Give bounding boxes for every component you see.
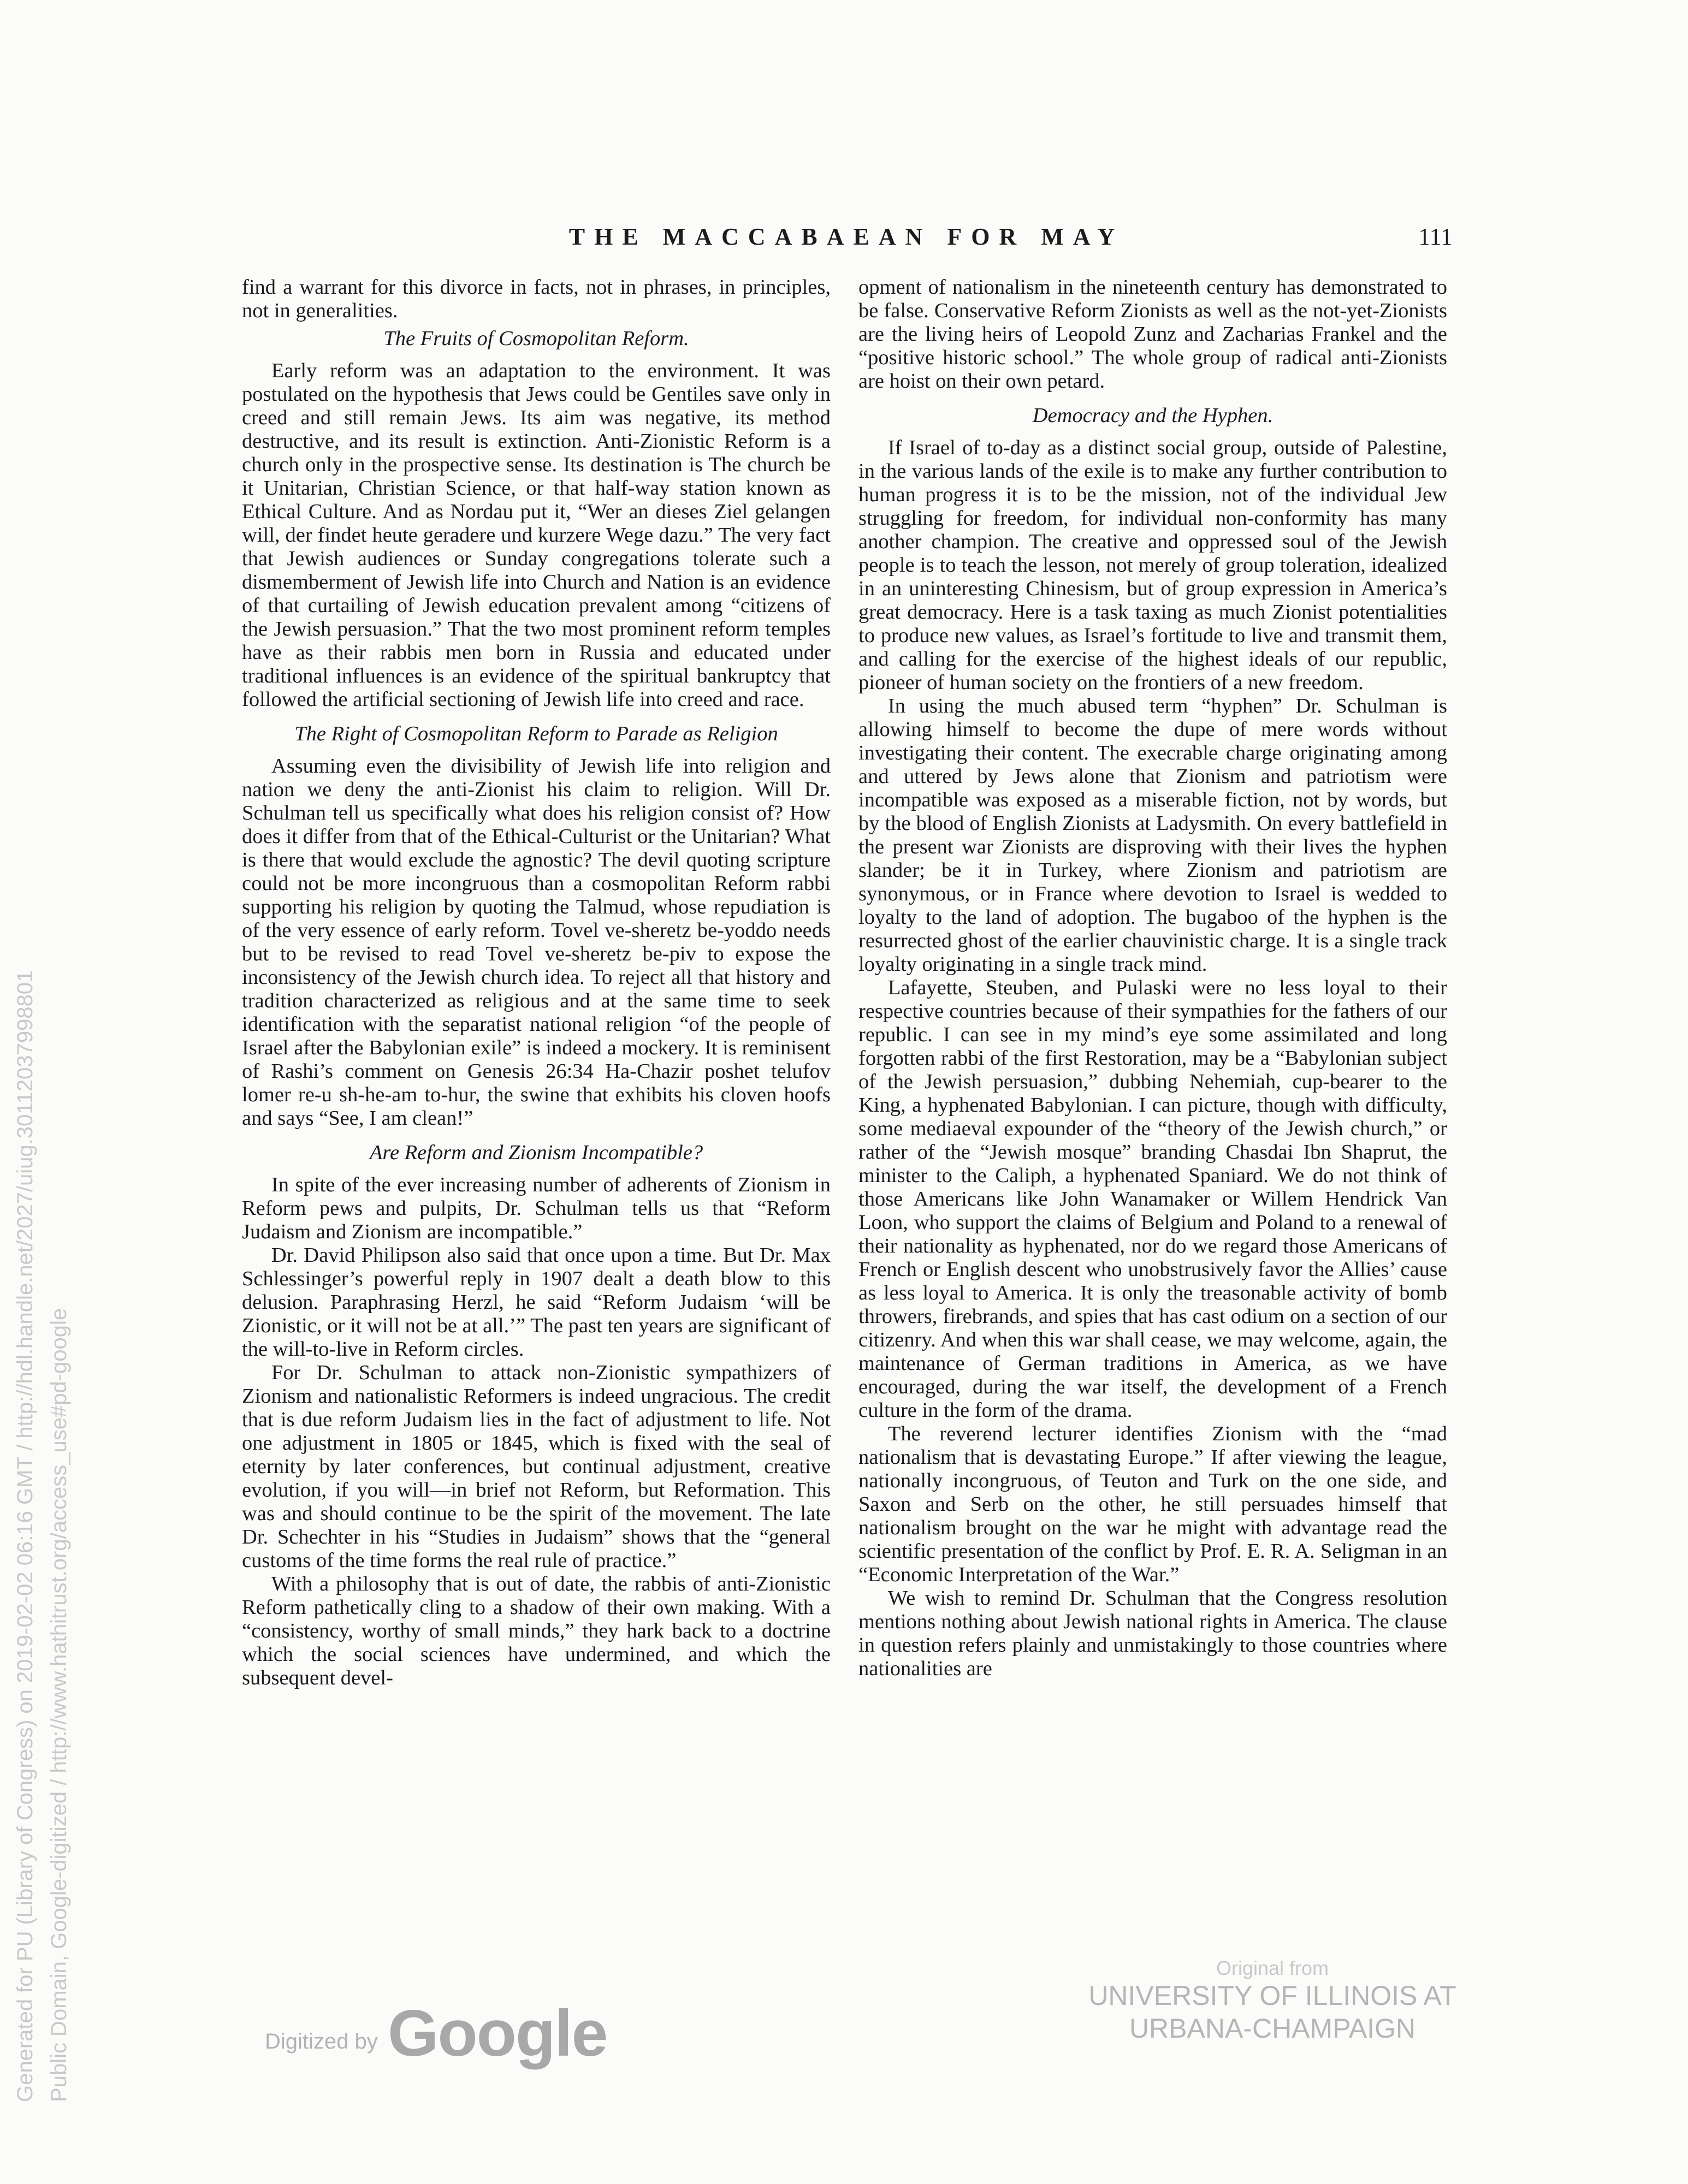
paragraph: With a philosophy that is out of date, the rabbis of anti-Zionistic Reform pathetically cling to a shadow of their own making. With a “consistency, worthy of small minds,” they hark back to a doctrine which the social sciences have undermined, and which the subsequent devel- <box>242 1572 831 1689</box>
paragraph: find a warrant for this divorce in facts, not in phrases, in principles, not in generalities. <box>242 276 831 322</box>
paragraph: Early reform was an adaptation to the environment. It was postulated on the hypothesis that Jews could be Gentiles save only in creed and still remain Jews. Its aim was negative, its method destructive, and its result is extinction. Anti-Zionistic Reform is a church only in the prospective sense. Its destination is The church be it Unitarian, Christian Science, or that half-way station known as Ethical Culture. And as Nordau put it, “Wer an dieses Ziel gelangen will, der findet heute geradere und kurzere Wege dazu.” The very fact that Jewish audiences or Sunday congregations tolerate such a dismemberment of Jewish life into Church and Nation is an evidence of that curtailing of Jewish education prevalent among “citizens of the Jewish persuasion.” That the two most prominent reform temples have as their rabbis men born in Russia and educated under traditional influences is an evidence of the spiritual bankruptcy that followed the artificial sectioning of Jewish life into creed and race. <box>242 359 831 711</box>
access-watermark <box>8 246 106 2102</box>
original-from-label: Original from <box>1216 1957 1329 1979</box>
paragraph: Lafayette, Steuben, and Pulaski were no less loyal to their respective countries because of their sympathies for the fathers of our republic. I can see in my mind’s eye some assimilated and long forgotten rabbi of the first Restoration, may be a “Babylonian subject of the Jewish persuasion,” dubbing Nehemiah, cup-bearer to the King, a hyphenated Babylonian. I can picture, though with difficulty, some mediaeval expounder of the “theory of the Jewish church,” or rather of the “Jewish mosque” branding Chasdai Ibn Shaprut, the minister to the Caliph, a hyphenated Spaniard. We do not think of those Americans like John Wanamaker or Willem Hendrick Van Loon, who support the claims of Belgium and Poland to a renewal of their nationality as hyphenated, nor do we regard those Americans of French or English descent who unobstrusively favor the Allies’ cause as less loyal to America. It is only the treasonable activity of bomb throwers, firebrands, and spies that has cast odium on a section of our citizenry. And when this war shall cease, we may welcome, again, the maintenance of German traditions in America, as we have encouraged, during the war itself, the development of a French culture in the form of the drama. <box>858 976 1447 1422</box>
watermark-line: Generated for PU (Library of Congress) on 2019-02-02 06:16 GMT / http://hdl.handle.net/2027/uiug.30112037998801 <box>13 970 37 2102</box>
watermark-line: Public Domain, Google-digitized / http://www.hathitrust.org/access_use#pd-google <box>47 1308 71 2102</box>
paragraph: The reverend lecturer identifies Zionism with the “mad nationalism that is devastating Europe.” If after viewing the league, nationally incongruous, of Teuton and Turk on the one side, and Saxon and Serb on the other, he still persuades himself that nationalism brought on the war he might with advantage read the scientific presentation of the conflict by Prof. E. R. A. Seligman in an “Economic Interpretation of the War.” <box>858 1422 1447 1586</box>
left-column <box>242 276 831 1690</box>
section-heading-incompatible: Are Reform and Zionism Incompatible? <box>369 1141 703 1164</box>
paragraph: opment of nationalism in the nineteenth century has demonstrated to be false. Conservative Reform Zionists as well as the not-yet-Zionists are the living heirs of Leopold Zunz and Zacharias Frankel and the “positive historic school.” The whole group of radical anti-Zionists are hoist on their own petard. <box>858 276 1447 393</box>
digitized-by-label: Digitized by <box>265 2029 378 2054</box>
paragraph: For Dr. Schulman to attack non-Zionistic sympathizers of Zionism and nationalistic Reformers is indeed ungracious. The credit that is due reform Judaism lies in the fact of adjustment to life. Not one adjustment in 1805 or 1845, which is fixed with the seal of eternity by later conferences, but continual adjustment, creative evolution, if you will—in brief not Reform, but Reformation. This was and should continue to be the spirit of the movement. The late Dr. Schechter in his “Studies in Judaism” shows that the “general customs of the time forms the real rule of practice.” <box>242 1361 831 1572</box>
google-logo: Google <box>388 1997 607 2070</box>
paragraph: We wish to remind Dr. Schulman that the Congress resolution mentions nothing about Jewish national rights in America. The clause in question refers plainly and unmistakingly to those countries where nationalities are <box>858 1587 1447 1680</box>
page-header <box>240 223 1453 261</box>
section-heading-right-to-parade: The Right of Cosmopolitan Reform to Parade as Religion <box>294 722 778 745</box>
university-name-line: UNIVERSITY OF ILLINOIS AT <box>1088 1980 1456 2011</box>
running-title: THE MACCABAEAN FOR MAY <box>568 223 1124 250</box>
page-number: 111 <box>1418 223 1453 250</box>
university-name-line: URBANA-CHAMPAIGN <box>1129 2013 1416 2044</box>
paragraph: In spite of the ever increasing number of adherents of Zionism in Reform pews and pulpits, Dr. Schulman tells us that “Reform Judaism and Zionism are incompatible.” <box>242 1173 831 1243</box>
section-heading-fruits: The Fruits of Cosmopolitan Reform. <box>383 327 689 350</box>
section-heading-democracy: Democracy and the Hyphen. <box>1032 404 1274 427</box>
paragraph: Dr. David Philipson also said that once upon a time. But Dr. Max Schlessinger’s powerful reply in 1907 dealt a death blow to this delusion. Paraphrasing Herzl, he said “Reform Judaism ‘will be Zionistic, or it will not be at all.’” The past ten years are significant of the will-to-live in Reform circles. <box>242 1244 831 1361</box>
paragraph: If Israel of to-day as a distinct social group, outside of Palestine, in the various lands of the exile is to make any further contribution to human progress it is to be the mission, not of the individual Jew struggling for freedom, for individual non-conformity has many another champion. The creative and oppressed soul of the Jewish people is to teach the lesson, not merely of group toleration, idealized in an uninteresting Chinesism, but of group expression in America’s great democracy. Here is a task taxing as much Zionist potentialities to produce new values, as Israel’s fortitude to live and transmit them, and calling for the exercise of the highest ideals of our republic, pioneer of human society on the frontiers of a new freedom. <box>858 436 1447 694</box>
right-column <box>858 276 1447 1681</box>
university-credit <box>1065 1957 1480 2045</box>
paragraph: Assuming even the divisibility of Jewish life into religion and nation we deny the anti-Zionist his claim to religion. Will Dr. Schulman tell us specifically what does his religion consist of? How does it differ from that of the Ethical-Culturist or the Unitarian? What is there that would exclude the agnostic? The devil quoting scripture could not be more incongruous than a cosmopolitan Reform rabbi supporting his religion by quoting the Talmud, whose repudiation is of the very essence of early reform. Tovel ve-sheretz be-yoddo needs but to be revised to read Tovel ve-sheretz be-piv to expose the inconsistency of the Jewish church idea. To reject all that history and tradition characterized as religious and at the same time to seek identification with the separatist national religion “of the people of Israel after the Babylonian exile” is indeed a mockery. It is reminisent of Rashi’s comment on Genesis 26:34 Ha-Chazir poshet telufov lomer re-u sh-he-am to-hur, the swine that exhibits his cloven hoofs and says “See, I am clean!” <box>242 755 831 1130</box>
paragraph: In using the much abused term “hyphen” Dr. Schulman is allowing himself to become the dupe of mere words without investigating their content. The execrable charge originating among and uttered by Jews alone that Zionism and patriotism were incompatible was exposed as a miserable fiction, not by words, but by the blood of English Zionists at Ladysmith. On every battlefield in the present war Zionists are disproving with their lives the hyphen slander; be it in Turkey, where Zionism and patriotism are synonymous, or in France where devotion to Israel is wedded to loyalty to the land of adoption. The bugaboo of the hyphen is the resurrected ghost of the earlier chauvinistic charge. It is a single track loyalty originating in a single track mind. <box>858 695 1447 976</box>
